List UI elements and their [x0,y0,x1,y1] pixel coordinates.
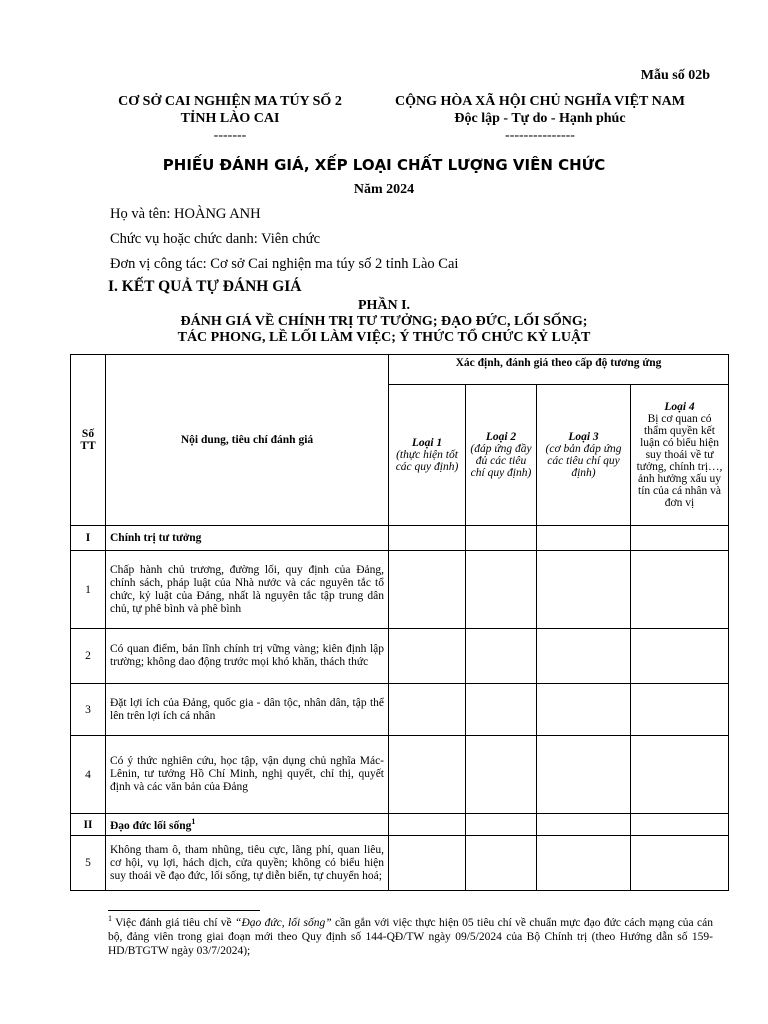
section-label-cell [106,814,389,836]
part-title-line1: ĐÁNH GIÁ VỀ CHÍNH TRỊ TƯ TƯỞNG; ĐẠO ĐỨC, LỐI SỐNG; [180,314,588,329]
level-cell[interactable] [537,551,631,629]
level-cell [537,526,631,551]
section-label: Chính trị tư tưởng [106,526,389,551]
level-cell[interactable] [389,629,466,684]
level-cell[interactable] [389,736,466,814]
row-number: 3 [71,684,106,736]
level-cell[interactable] [631,551,729,629]
section-row-II [71,814,729,836]
document-title: PHIẾU ĐÁNH GIÁ, XẾP LOẠI CHẤT LƯỢNG VIÊN CHỨC [162,156,606,174]
header-loai-3 [537,385,631,526]
info-position: Chức vụ hoặc chức danh: Viên chức [110,231,321,247]
table-row [71,684,729,736]
level-cell [466,526,537,551]
national-title: CỘNG HÒA XÃ HỘI CHỦ NGHĨA VIỆT NAM [394,94,685,109]
level-cell [389,814,466,836]
row-number: 5 [71,836,106,891]
criterion-text: Có quan điểm, bản lĩnh chính trị vững vàng; kiên định lập trường; không dao động trước mọi khó khăn, thách thức [106,629,389,684]
section-heading: I. KẾT QUẢ TỰ ĐÁNH GIÁ [108,278,302,295]
national-divider: --------------- [505,128,575,143]
level-cell[interactable] [466,736,537,814]
level-cell[interactable] [466,629,537,684]
row-number: 4 [71,736,106,814]
table-row [71,736,729,814]
loai-3-title: Loại 3 [568,431,599,443]
part-title-line2: TÁC PHONG, LỀ LỐI LÀM VIỆC; Ý THỨC TỔ CHỨC KỶ LUẬT [177,330,591,345]
header-loai-2 [466,385,537,526]
header-stt: Số TT [71,355,106,526]
criterion-text: Không tham ô, tham nhũng, tiêu cực, lãng phí, quan liêu, cơ hội, vụ lợi, hách dịch, cửa quyền; không có biểu hiện suy thoái về đạo đức, lối sống, tự diễn biến, tự chuyển hoá; [106,836,389,891]
level-cell [537,814,631,836]
loai-4-title: Loại 4 [664,401,695,413]
footnote-ref: 1 [191,817,196,827]
agency-name: CƠ SỞ CAI NGHIỆN MA TÚY SỐ 2 [118,94,342,109]
level-cell[interactable] [537,684,631,736]
document-year: Năm 2024 [353,182,415,197]
footnote-pre: Việc đánh giá tiêu chí về [112,916,236,929]
level-cell[interactable] [631,629,729,684]
table-row [71,836,729,891]
loai-3-desc: (cơ bản đáp ứng các tiêu chí quy định) [545,443,622,479]
level-cell [631,814,729,836]
loai-2-desc: (đáp ứng đầy đủ các tiêu chí quy định) [470,443,532,479]
evaluation-table [70,354,729,891]
footnote [108,912,713,958]
section-number: I [71,526,106,551]
loai-1-title: Loại 1 [411,437,443,449]
table-row [71,629,729,684]
header-loai-4 [631,385,729,526]
level-cell[interactable] [466,551,537,629]
level-cell[interactable] [537,629,631,684]
form-number: Mẫu số 02b [640,68,710,83]
footnote-quote: “Đạo đức, lối sống” [235,916,332,929]
level-cell[interactable] [537,736,631,814]
criterion-text: Đặt lợi ích của Đảng, quốc gia - dân tộc, nhân dân, tập thể lên trên lợi ích cá nhân [106,684,389,736]
criterion-text: Chấp hành chủ trương, đường lối, quy định của Đảng, chính sách, pháp luật của Nhà nước và các nguyên tắc tổ chức, kỷ luật của Đảng, nhất là nguyên tắc tập trung dân chủ, tự phê bình và phê bình [106,551,389,629]
info-name: Họ và tên: HOÀNG ANH [110,206,261,222]
level-cell[interactable] [537,836,631,891]
level-cell[interactable] [389,551,466,629]
level-cell [389,526,466,551]
loai-2-title: Loại 2 [485,431,517,443]
agency-header [100,93,360,144]
national-motto: Độc lập - Tự do - Hạnh phúc [454,111,626,126]
level-cell[interactable] [389,836,466,891]
level-cell[interactable] [389,684,466,736]
row-number: 1 [71,551,106,629]
footnote-post: cần gắn với việc thực hiện 05 tiêu chí về chuẩn mực đạo đức cách mạng của cán bộ, đảng viên trong giai đoạn mới theo Quy định số 144-QĐ/TW ngày 09/5/2024 của Bộ Chính trị (theo Hướng dẫn số 159-HD/BTGTW ngày 03/7/2024); [108,916,713,957]
footnote-separator [108,910,260,911]
level-cell[interactable] [631,836,729,891]
header-level-group: Xác định, đánh giá theo cấp độ tương ứng [389,355,729,385]
level-cell[interactable] [466,836,537,891]
loai-4-desc: Bị cơ quan có thẩm quyền kết luận có biểu hiện suy thoái về tư tưởng, chính trị…, ảnh hưởng xấu uy tín của cá nhân và đơn vị [636,413,723,509]
section-label: Đạo đức lối sống [110,819,192,832]
info-unit: Đơn vị công tác: Cơ sở Cai nghiện ma túy số 2 tỉnh Lào Cai [110,256,459,272]
footnote-mark: 1 [108,914,112,923]
agency-province: TỈNH LÀO CAI [180,111,280,126]
part-number: PHẦN I. [357,298,411,313]
header-content: Nội dung, tiêu chí đánh giá [106,355,389,526]
level-cell[interactable] [631,684,729,736]
criterion-text: Có ý thức nghiên cứu, học tập, vận dụng chủ nghĩa Mác-Lênin, tư tưởng Hồ Chí Minh, nghị quyết, chỉ thị, quyết định và các văn bản của Đảng [106,736,389,814]
loai-1-desc: (thực hiện tốt các quy định) [395,449,459,473]
level-cell[interactable] [631,736,729,814]
table-row [71,551,729,629]
level-cell [466,814,537,836]
section-number: II [71,814,106,836]
level-cell [631,526,729,551]
level-cell[interactable] [466,684,537,736]
agency-divider: ------- [213,128,247,143]
header-loai-1 [389,385,466,526]
national-header [370,93,710,144]
section-row-I [71,526,729,551]
row-number: 2 [71,629,106,684]
